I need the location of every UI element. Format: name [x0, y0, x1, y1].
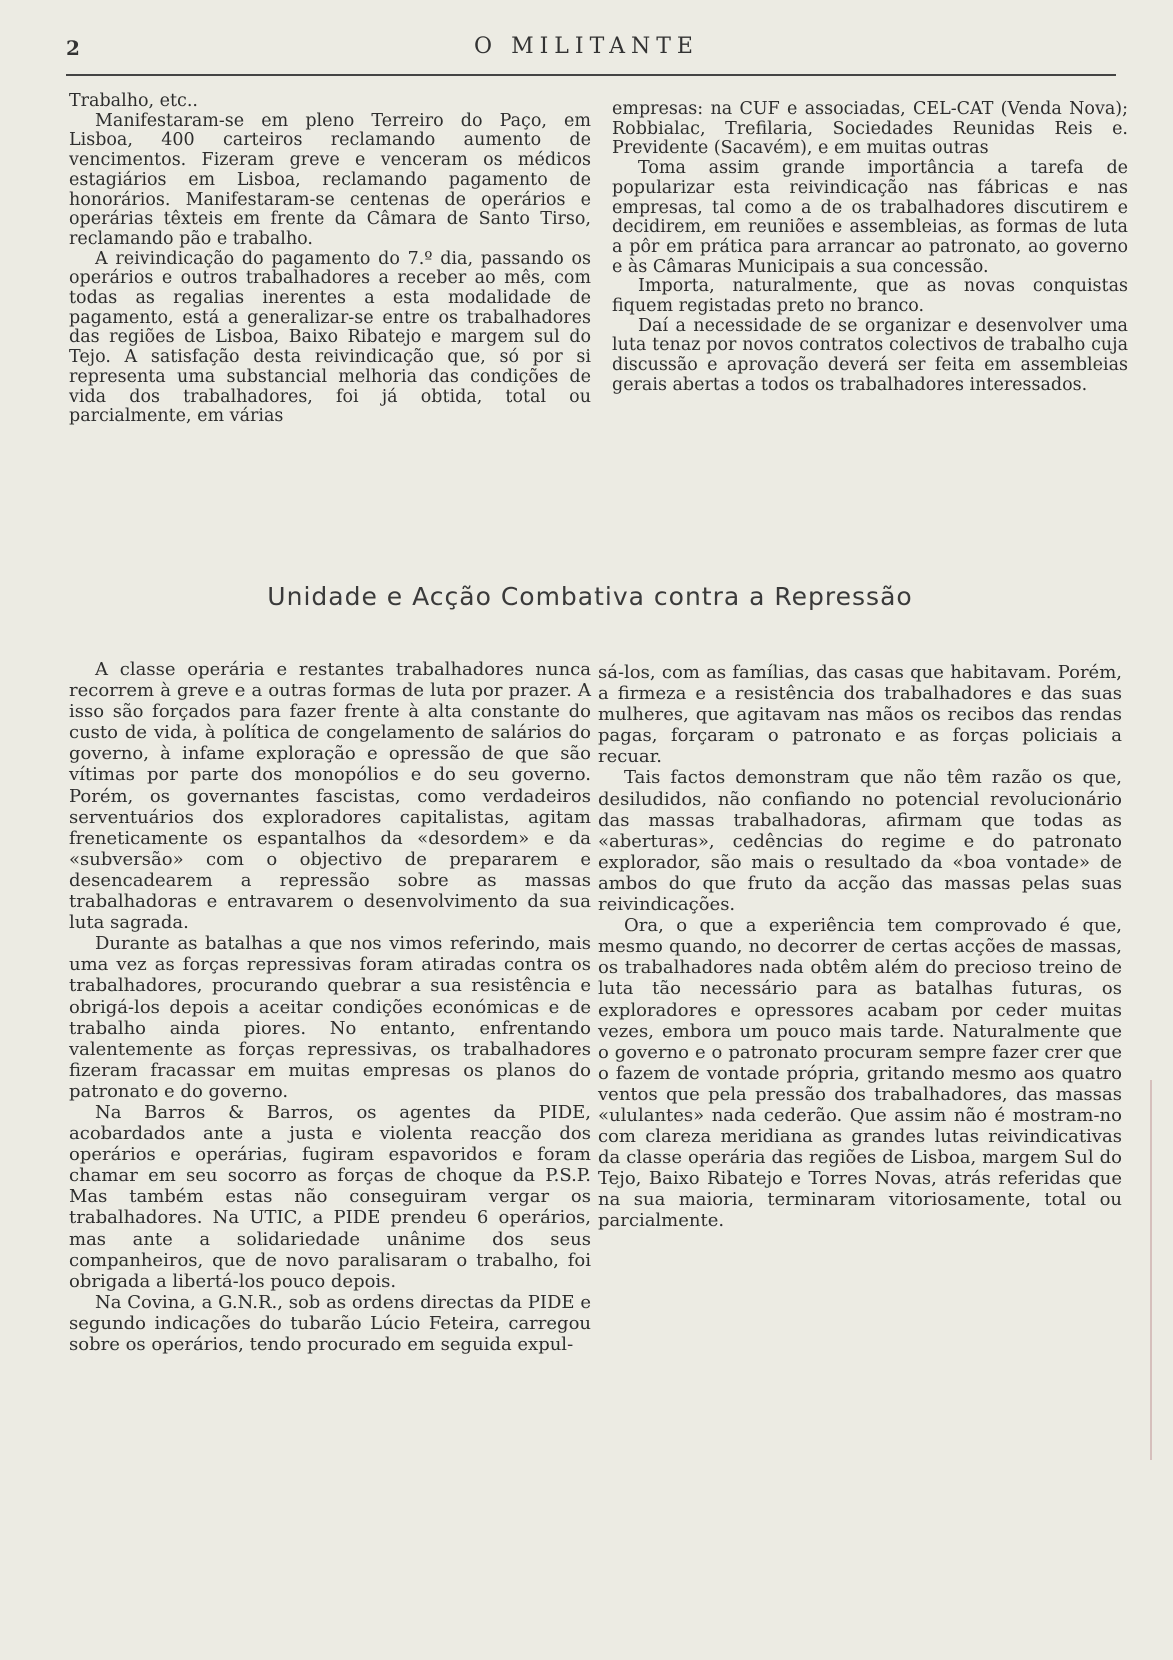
- paragraph: Na Barros & Barros, os agentes da PIDE, acobardados ante a justa e violenta reacção dos operários e operárias, fugiram espavoridos e foram chamar em seu socorro as forças de choque da P.S.P. Mas também estas não conseguiram vergar os trabalhadores. Na UTIC, a PIDE prendeu 6 operários, mas ante a solidariedade unânime dos seus companheiros, que de novo paralisaram o trabalho, foi obrigada a libertá-los pouco depois.: [69, 1101, 591, 1292]
- paragraph: Trabalho, etc..: [69, 91, 198, 111]
- paragraph: empresas: na CUF e associadas, CEL-CAT (Venda Nova); Robbialac, Trefilaria, Sociedades Reunidas Reis e. Previdente (Sacavém), e em muitas outras: [612, 99, 1128, 159]
- page-number: 2: [66, 36, 80, 60]
- top-right-column: [612, 100, 1128, 396]
- paragraph: sá-los, com as famílias, das casas que habitavam. Porém, a firmeza e a resistência dos trabalhadores e das suas mulheres, que agitavam nas mãos os recibos das rendas pagas, forçaram o patronato e as forças policiais a recuar.: [598, 662, 1122, 768]
- bottom-right-column: [598, 662, 1122, 1232]
- bottom-left-column: [69, 659, 591, 1355]
- paragraph: Importa, naturalmente, que as novas conquistas fiquem registadas preto no branco.: [612, 276, 1128, 317]
- paragraph: A reivindicação do pagamento do 7.º dia, passando os operários e outros trabalhadores a receber ao mês, com todas as regalias inerentes a esta modalidade de pagamento, está a generalizar-se entre os trabalhadores das regiões de Lisboa, Baixo Ribatejo e margem sul do Tejo. A satisfação desta reivindicação que, só por si representa uma substancial melhoria das condições de vida dos trabalhadores, foi já obtida, total ou parcialmente, em várias: [69, 248, 591, 427]
- paragraph: Toma assim grande importância a tarefa de popularizar esta reivindicação nas fábricas e nas empresas, tal como a de os trabalhadores discutirem e decidirem, em reuniões e assembleias, as formas de luta a pôr em prática para arrancar ao patronato, ao governo e às Câmaras Municipais a sua concessão.: [612, 158, 1128, 277]
- paragraph: Ora, o que a experiência tem comprovado é que, mesmo quando, no decorrer de certas acções de massas, os trabalhadores nada obtêm além do precioso treino de luta tão necessário para as batalhas futuras, os exploradores e opressores acabam por ceder muitas vezes, embora um pouco mais tarde. Naturalmente que o governo e o patronato procuram sempre fazer crer que o fazem de vontade própria, gritando mesmo aos quatro ventos que pela pressão dos trabalhadores, das massas «ululantes» nada cederão. Que assim não é mostram-no com clareza meridiana as grandes lutas reivindicativas da classe operária das regiões de Lisboa, margem Sul do Tejo, Baixo Ribatejo e Torres Novas, atrás referidas que na sua maioria, terminaram vitoriosamente, total ou parcialmente.: [598, 915, 1122, 1232]
- paragraph: Daí a necessidade de se organizar e desenvolver uma luta tenaz por novos contratos colectivos de trabalho cuja discussão e aprovação deverá ser feita em assembleias gerais abertas a todos os trabalhadores interessados.: [612, 315, 1128, 395]
- page-title: O MILITANTE: [474, 34, 699, 59]
- paragraph: Tais factos demonstram que não têm razão os que, desiludidos, não confiando no potencial revolucionário das massas trabalhadoras, afirmam que todas as «aberturas», cedências do regime e do patronato explorador, são mais o resultado da «boa vontade» de ambos do que fruto da acção das massas pelas suas reivindicações.: [598, 767, 1122, 916]
- page-edge-mark: [1150, 1080, 1155, 1460]
- paragraph: Durante as batalhas a que nos vimos referindo, mais uma vez as forças repressivas foram atiradas contra os trabalhadores, procurando quebrar a sua resistência e obrigá-los depois a aceitar condições económicas e de trabalho ainda piores. No entanto, enfrentando valentemente as forças repressivas, os trabalhadores fizeram fracassar em muitas empresas os planos do patronato e do governo.: [69, 933, 591, 1102]
- paragraph: Na Covina, a G.N.R., sob as ordens directas da PIDE e segundo indicações do tubarão Lúcio Feteira, carregou sobre os operários, tendo procurado em seguida expul-: [69, 1291, 591, 1355]
- paragraph: A classe operária e restantes trabalhadores nunca recorrem à greve e a outras formas de luta por prazer. A isso são forçados para fazer frente à alta constante do custo de vida, à política de congelamento de salários do governo, à infame exploração e opressão de que são vítimas por parte dos monopólios e do seu governo. Porém, os governantes fascistas, como verdadeiros serventuários dos exploradores capitalistas, agitam freneticamente os espantalhos da «desordem» e da «subversão» com o objectivo de prepararem e desencadearem a repressão sobre as massas trabalhadoras e entravarem o desenvolvimento da sua luta sagrada.: [69, 659, 591, 934]
- top-left-column: [69, 92, 591, 427]
- paragraph: Manifestaram-se em pleno Terreiro do Paço, em Lisboa, 400 carteiros reclamando aumento de vencimentos. Fizeram greve e venceram os médicos estagiários em Lisboa, reclamando pagamento de honorários. Manifestaram-se centenas de operários e operárias têxteis em frente da Câmara de Santo Tirso, reclamando pão e trabalho.: [69, 110, 591, 249]
- section-title: Unidade e Acção Combativa contra a Repressão: [267, 582, 913, 611]
- header-rule: [66, 74, 1116, 76]
